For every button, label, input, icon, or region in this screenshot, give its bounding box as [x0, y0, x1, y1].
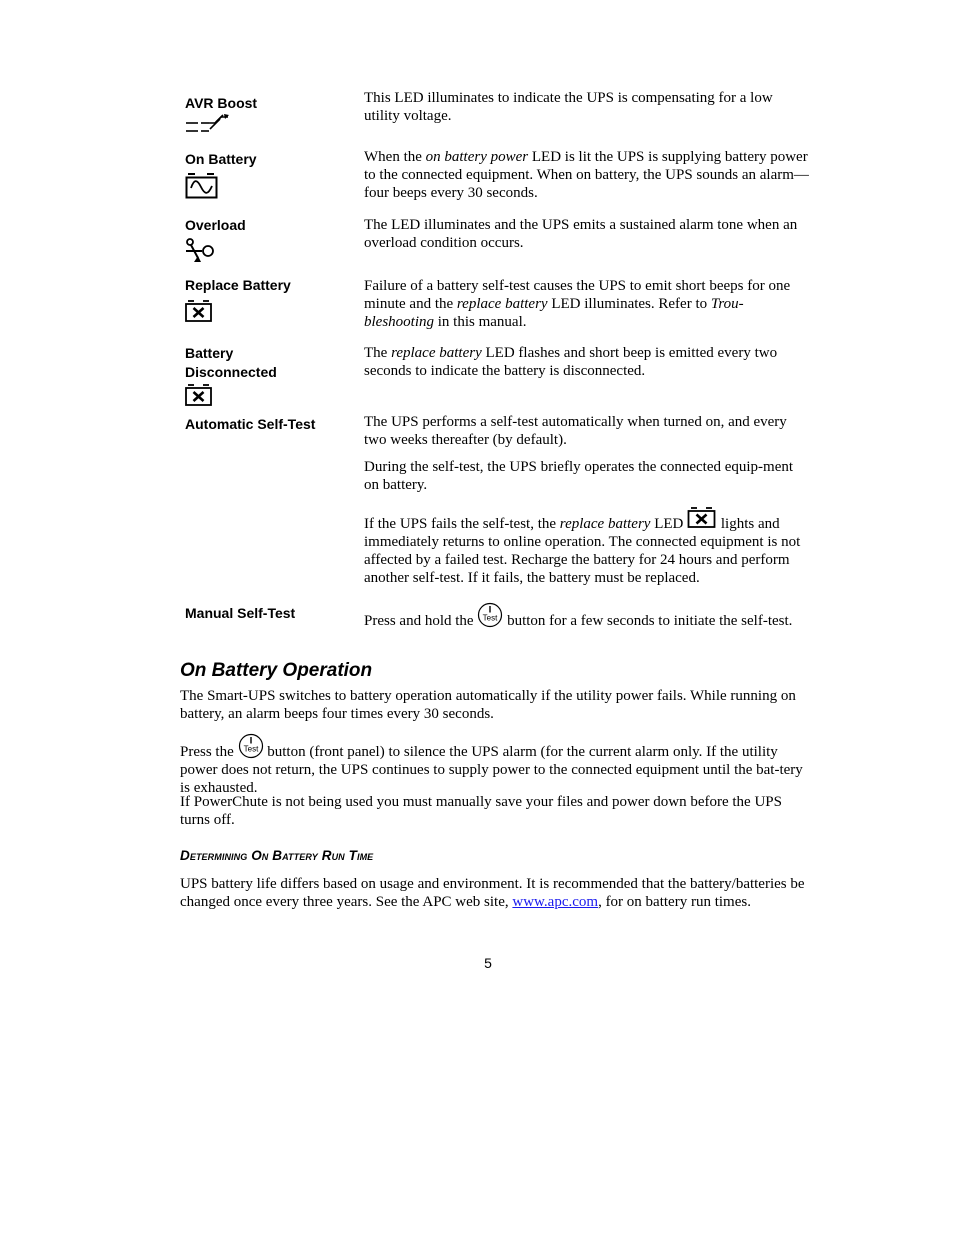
avr-boost-description: This LED illuminates to indicate the UPS is compensating for a low utility voltage.: [364, 90, 773, 124]
test-button-icon: [238, 733, 264, 759]
apc-website-link[interactable]: www.apc.com: [512, 894, 599, 910]
avr-boost-icon: [185, 114, 231, 136]
battery-disconnected-label: Battery Disconnected: [185, 345, 277, 380]
page-number: 5: [484, 955, 492, 971]
avr-boost-label: AVR Boost: [185, 95, 258, 111]
on-battery-label: On Battery: [185, 151, 257, 167]
test-button-icon: [477, 602, 503, 628]
on-battery-description: When the on battery power LED is lit the UPS is supplying battery power to the connected equipment. When on battery, the UPS sounds an alarm—four beeps every 30 seconds.: [364, 149, 809, 201]
automatic-self-test-label: Automatic Self-Test: [185, 416, 316, 432]
test-button-text: Test: [482, 613, 498, 623]
subsection-title: Determining On Battery Run Time: [180, 848, 374, 863]
replace-battery-inline-icon: [687, 506, 717, 530]
replace-battery-label: Replace Battery: [185, 277, 291, 293]
replace-battery-description: Failure of a battery self-test causes the UPS to emit short beeps for one minute and the replace battery LED illuminates. Refer to Trou-bleshooting in this manual.: [364, 278, 791, 330]
automatic-self-test-p3: If the UPS fails the self-test, the replace battery LED lights and immediately returns to online operation. The connected equipment is not affected by a failed test. Recharge the battery for 24 hours and perform another self-test. If it fails, the battery must be replaced.: [364, 506, 809, 587]
battery-disconnected-description: The replace battery LED flashes and short beep is emitted every two seconds to indicate the battery is disconnected.: [364, 345, 778, 379]
replace-battery-icon: [185, 299, 213, 323]
automatic-self-test-p1: The UPS performs a self-test automatically when turned on, and every two weeks thereafter (by default).: [364, 414, 787, 448]
manual-self-test-label: Manual Self-Test: [185, 605, 296, 621]
overload-icon: [185, 238, 217, 264]
section-paragraph-2: Press the Test button (front panel) to silence the UPS alarm (for the current alarm only. If the utility power does not return, the UPS continues to supply power to the connected equipment until the bat-tery is exhausted.: [180, 733, 814, 797]
section-paragraph-1: The Smart-UPS switches to battery operation automatically if the utility power fails. While running on battery, an alarm beeps four times every 30 seconds.: [180, 688, 796, 722]
overload-label: Overload: [185, 217, 246, 233]
section-title: On Battery Operation: [180, 660, 373, 681]
battery-disconnected-icon: [185, 383, 213, 407]
subsection-paragraph: UPS battery life differs based on usage and environment. It is recommended that the battery/batteries be changed once every three years. See the APC web site, www.apc.com, for on battery run times.: [180, 876, 805, 910]
section-paragraph-3: If PowerChute is not being used you must manually save your files and power down before the UPS turns off.: [180, 794, 782, 828]
automatic-self-test-p2: During the self-test, the UPS briefly operates the connected equip-ment on battery.: [364, 459, 794, 493]
manual-self-test-description: Press and hold the Test button for a few seconds to initiate the self-test.: [364, 602, 809, 630]
overload-description: The LED illuminates and the UPS emits a sustained alarm tone when an overload condition occurs.: [364, 217, 798, 251]
test-button-text: Test: [243, 744, 258, 754]
on-battery-icon: [185, 172, 219, 200]
